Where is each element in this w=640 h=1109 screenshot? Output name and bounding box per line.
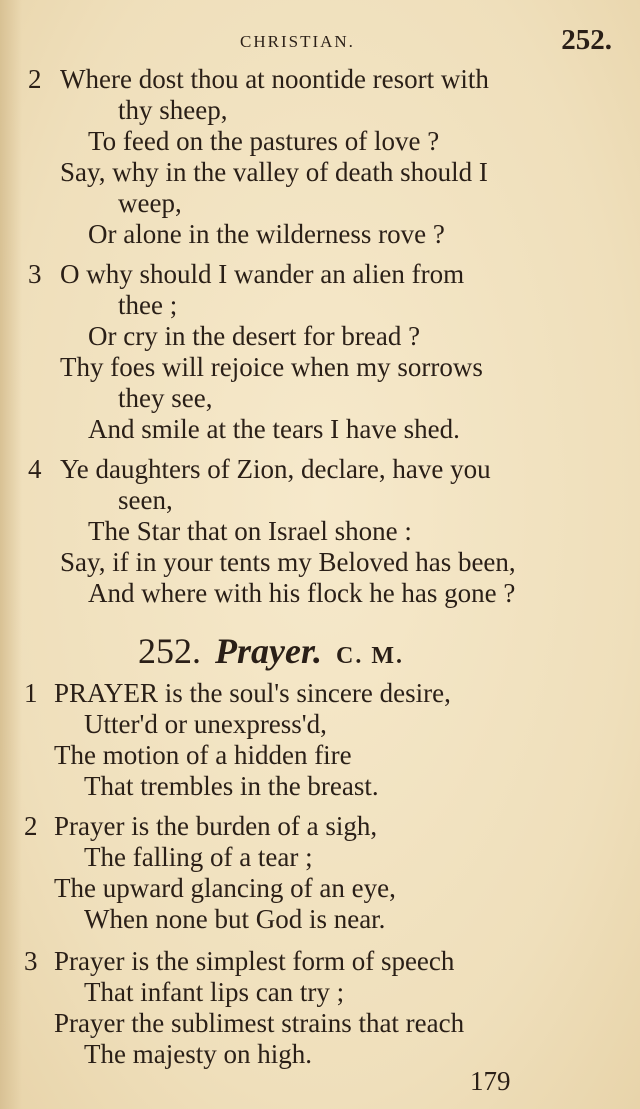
header-hymn-number: 252. bbox=[561, 24, 612, 56]
verse-line: And smile at the tears I have shed. bbox=[88, 414, 460, 444]
verse-line: That infant lips can try ; bbox=[84, 977, 345, 1007]
page-gutter-shadow bbox=[0, 0, 22, 1109]
page-header bbox=[0, 26, 640, 66]
verse-line: Where dost thou at noontide resort with bbox=[60, 64, 489, 94]
verse-line: Ye daughters of Zion, declare, have you bbox=[60, 454, 491, 484]
hymn-heading bbox=[138, 630, 404, 672]
hymn-title: Prayer. bbox=[215, 631, 322, 671]
verse-line: Utter'd or unexpress'd, bbox=[84, 709, 327, 739]
verse-line: The upward glancing of an eye, bbox=[54, 873, 396, 903]
verse-number: 3 bbox=[28, 259, 42, 289]
verse-line: Say, why in the valley of death should I bbox=[60, 157, 488, 187]
verse-line: weep, bbox=[118, 188, 182, 218]
verse-number: 2 bbox=[24, 811, 38, 841]
verse-line: The majesty on high. bbox=[84, 1039, 312, 1069]
verse-line: The motion of a hidden fire bbox=[54, 740, 352, 770]
verse-number: 3 bbox=[24, 946, 38, 976]
verse-line: When none but God is near. bbox=[84, 904, 386, 934]
verse-line: Say, if in your tents my Beloved has been, bbox=[60, 547, 516, 577]
verse-line: they see, bbox=[118, 383, 213, 413]
verse-line: Thy foes will rejoice when my sorrows bbox=[60, 352, 483, 382]
verse-line: That trembles in the breast. bbox=[84, 771, 379, 801]
verse-line: To feed on the pastures of love ? bbox=[88, 126, 440, 156]
hymn-number: 252. bbox=[138, 631, 201, 671]
verse-number: 4 bbox=[28, 454, 42, 484]
verse-number: 2 bbox=[28, 64, 42, 94]
verse-line: Or alone in the wilderness rove ? bbox=[88, 219, 445, 249]
verse-line: And where with his flock he has gone ? bbox=[88, 578, 516, 608]
verse-line: thee ; bbox=[118, 290, 178, 320]
verse-line: The falling of a tear ; bbox=[84, 842, 313, 872]
verse-line: Or cry in the desert for bread ? bbox=[88, 321, 421, 351]
verse-line: O why should I wander an alien from bbox=[60, 259, 465, 289]
running-title: CHRISTIAN. bbox=[240, 32, 355, 51]
verse-line: PRAYER is the soul's sincere desire, bbox=[54, 678, 451, 708]
hymn-meter: C. M. bbox=[335, 643, 404, 669]
verse-line: Prayer is the burden of a sigh, bbox=[54, 811, 378, 841]
verse-line: The Star that on Israel shone : bbox=[88, 516, 412, 546]
verse-line: Prayer the sublimest strains that reach bbox=[54, 1008, 465, 1038]
verse-line: Prayer is the simplest form of speech bbox=[54, 946, 455, 976]
verse-number: 1 bbox=[24, 678, 38, 708]
verse-line: seen, bbox=[118, 485, 173, 515]
verse-line: thy sheep, bbox=[118, 95, 228, 125]
page-number: 179 bbox=[470, 1066, 511, 1096]
